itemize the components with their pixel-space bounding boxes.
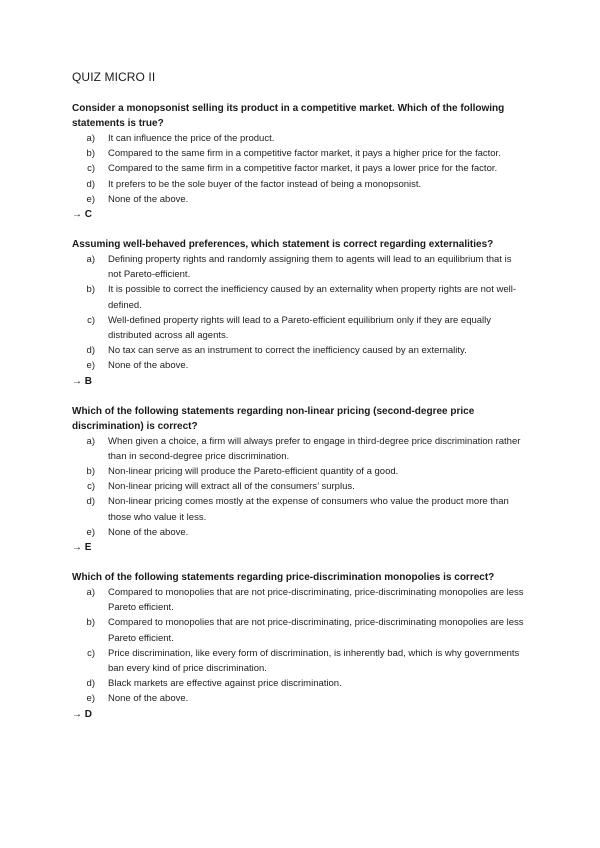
option-letter: d) <box>86 496 95 508</box>
option-letter: a) <box>86 435 95 447</box>
option-item <box>72 131 532 146</box>
option-item <box>72 313 532 343</box>
option-letter: b) <box>86 617 95 629</box>
option-item <box>72 192 532 207</box>
options-list <box>72 434 532 540</box>
option-text: It prefers to be the sole buyer of the factor instead of being a monopsonist. <box>108 178 422 190</box>
question-block <box>72 237 532 389</box>
option-letter: b) <box>86 148 95 160</box>
option-text: Non-linear pricing will produce the Pareto-efficient quantity of a good. <box>108 466 399 478</box>
option-text: When given a choice, a firm will always prefer to engage in third-degree price discrimination rather than in second-degree price discrimination. <box>108 435 521 462</box>
option-item <box>72 358 532 373</box>
option-letter: b) <box>86 284 95 296</box>
option-item <box>72 252 532 282</box>
option-letter: e) <box>86 360 95 372</box>
option-letter: a) <box>86 587 95 599</box>
option-text: Compared to monopolies that are not price-discriminating, price-discriminating monopolies are less Pareto efficient. <box>108 617 524 644</box>
answer-text: → D <box>72 708 92 720</box>
option-letter: d) <box>86 678 95 690</box>
option-item <box>72 615 532 645</box>
option-letter: c) <box>87 314 95 326</box>
option-text: It is possible to correct the inefficiency caused by an externality when property rights are not well-defined. <box>108 284 516 311</box>
question-block <box>72 404 532 555</box>
option-text: Non-linear pricing will extract all of the consumers’ surplus. <box>108 481 355 493</box>
option-letter: a) <box>86 254 95 266</box>
options-list <box>72 131 532 207</box>
answer-text: → B <box>72 375 92 387</box>
option-text: None of the above. <box>108 526 189 538</box>
answer-text: → C <box>72 209 92 221</box>
option-letter: a) <box>86 133 95 144</box>
option-text: None of the above. <box>108 360 189 372</box>
option-letter: e) <box>86 526 95 538</box>
option-item <box>72 434 532 464</box>
options-list <box>72 585 532 707</box>
option-letter: e) <box>86 193 95 205</box>
document-page <box>72 70 532 737</box>
question-block <box>72 570 532 722</box>
option-item <box>72 282 532 312</box>
option-item <box>72 177 532 192</box>
option-item <box>72 525 532 540</box>
option-item <box>72 494 532 524</box>
option-text: Non-linear pricing comes mostly at the expense of consumers who value the product more than those who value it less. <box>108 496 509 523</box>
answer-text: → E <box>72 542 92 554</box>
option-text: Defining property rights and randomly assigning them to agents will lead to an equilibrium that is not Pareto-efficient. <box>108 254 512 281</box>
question-text: Which of the following statements regarding price-discrimination monopolies is correct? <box>72 572 495 584</box>
option-text: It can influence the price of the product. <box>108 133 275 144</box>
option-text: None of the above. <box>108 693 189 705</box>
option-text: Black markets are effective against price discrimination. <box>108 678 342 690</box>
options-list <box>72 252 532 374</box>
option-item <box>72 691 532 706</box>
option-item <box>72 479 532 494</box>
option-text: Compared to monopolies that are not price-discriminating, price-discriminating monopolies are less Pareto efficient. <box>108 587 524 614</box>
option-text: No tax can serve as an instrument to correct the inefficiency caused by an externality. <box>108 345 467 357</box>
option-letter: c) <box>87 647 95 659</box>
question-text: Which of the following statements regarding non-linear pricing (second-degree price discrimination) is correct? <box>72 405 475 432</box>
option-item <box>72 676 532 691</box>
option-item <box>72 585 532 615</box>
option-item <box>72 464 532 479</box>
question-block <box>72 101 532 222</box>
option-letter: c) <box>87 481 95 493</box>
option-letter: b) <box>86 466 95 478</box>
option-text: Compared to the same firm in a competitive factor market, it pays a higher price for the factor. <box>108 148 501 160</box>
option-item <box>72 146 532 161</box>
document-title: QUIZ MICRO II <box>72 70 156 84</box>
option-letter: d) <box>86 345 95 357</box>
option-letter: c) <box>87 163 95 175</box>
option-text: None of the above. <box>108 193 189 205</box>
question-text: Consider a monopsonist selling its product in a competitive market. Which of the following statements is true? <box>72 103 505 129</box>
question-text: Assuming well-behaved preferences, which statement is correct regarding externalities? <box>72 239 494 251</box>
option-letter: e) <box>86 693 95 705</box>
option-text: Price discrimination, like every form of discrimination, is inherently bad, which is why governments ban every kind of price discrimination. <box>108 647 520 675</box>
option-item <box>72 343 532 358</box>
option-item <box>72 161 532 176</box>
option-letter: d) <box>86 178 95 190</box>
option-text: Well-defined property rights will lead to a Pareto-efficient equilibrium only if they are equally distributed across all agents. <box>108 314 492 342</box>
option-item <box>72 646 532 676</box>
option-text: Compared to the same firm in a competitive factor market, it pays a lower price for the factor. <box>108 163 498 175</box>
